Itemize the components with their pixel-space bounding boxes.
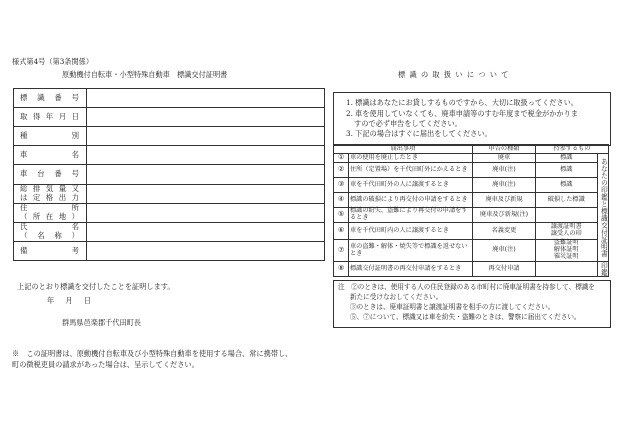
mayor-signature: 群馬県邑楽郡千代田町長 — [62, 318, 142, 327]
row-bring: 標識 — [536, 154, 598, 163]
side-label: あなたの印鑑と標識交付証明書 — [597, 154, 608, 262]
row-kind: 廃車及び新規(注) — [473, 208, 536, 223]
label-address: 住所 （所在地） — [14, 203, 87, 222]
row-item: 車の盗難・解体・焼失等で標識を返せないとき — [349, 240, 473, 262]
notice-line-2: 町の徴税吏員の請求があった場合は、呈示してください。 — [12, 360, 199, 369]
note-2-cont: すので必ず申告をしてください。 — [354, 119, 462, 128]
value-remarks[interactable] — [87, 241, 325, 260]
row-item: 車の使用を廃止したとき — [349, 154, 473, 163]
side-label-seal: 印鑑 — [597, 262, 608, 277]
row-number: ⑤ — [334, 208, 349, 223]
row-number: ⑦ — [334, 240, 349, 262]
row-kind: 廃車(注) — [473, 178, 536, 193]
row-bring: 標識 — [536, 178, 598, 193]
note-2: 2. 車を使用していなくても、廃車申請等のすむ年度まで税金がかかりま — [346, 109, 578, 118]
row-number: ⑧ — [334, 262, 349, 277]
row-kind: 廃車(注) — [473, 240, 536, 262]
label-acquired-date: 取得年月日 — [14, 108, 87, 127]
footnote-1: 注 ②のときは、使用する人の住民登録のある市町村に廃車証明書を持参して、標識を — [338, 283, 596, 291]
value-owner-name[interactable] — [87, 222, 325, 241]
header-item: 届出事項 — [334, 145, 473, 154]
header-bring: 持参するもの — [536, 145, 609, 154]
value-displacement[interactable] — [87, 184, 325, 203]
row-bring — [536, 262, 598, 277]
row-number: ④ — [334, 193, 349, 208]
footnote-2: ③のときは、廃車証明書と譲渡証明書を相手の方に渡してください。 — [350, 303, 555, 311]
value-type[interactable] — [87, 127, 325, 146]
procedure-table — [333, 144, 609, 277]
issue-date: 年 月 日 — [47, 296, 93, 305]
footnote-1-cont: 新たに受けなおしてください。 — [350, 293, 443, 301]
label-type: 種別 — [14, 127, 87, 146]
row-kind: 廃車(注) — [473, 163, 536, 178]
row-item: 車を千代田町外の人に譲渡するとき — [349, 178, 473, 193]
value-acquired-date[interactable] — [87, 108, 325, 127]
row-kind: 再交付申請 — [473, 262, 536, 277]
certificate-table — [13, 88, 325, 261]
row-kind: 廃車 — [473, 154, 536, 163]
footnote-3: ⑤、⑦について、標識又は車を紛失・盗難のときは、警察に届出てください。 — [350, 313, 581, 321]
row-item: 住所（定置場）を千代田町外にかえるとき — [349, 163, 473, 178]
footnote-box — [333, 280, 611, 328]
form-number: 様式第4号（第3条関係） — [12, 57, 94, 66]
notice-line-1: ※ この証明書は、原動機付自転車及び小型特殊自動車を使用する場合、常に携帯し、 — [12, 349, 293, 358]
value-vehicle-name[interactable] — [87, 146, 325, 165]
label-remarks: 備考 — [14, 241, 87, 260]
label-plate-number: 標識番号 — [14, 89, 87, 108]
label-chassis-number: 車台番号 — [14, 165, 87, 184]
row-item: 標識の破損により再交付の申請をするとき — [349, 193, 473, 208]
note-1: 1. 標識はあなたにお貸しするものですから、大切に取扱ってください。 — [346, 98, 578, 107]
row-kind: 廃車及び新規 — [473, 193, 536, 208]
label-vehicle-name: 車名 — [14, 146, 87, 165]
label-displacement: 総排気量又 は定格出力 — [14, 184, 87, 203]
row-number: ⑥ — [334, 223, 349, 240]
row-number: ① — [334, 154, 349, 163]
header-kind: 申告の種類 — [473, 145, 536, 154]
row-bring: 譲渡証明書 譲受人の印 — [536, 223, 598, 240]
row-bring — [536, 208, 598, 223]
row-item: 車を千代田町内の人に譲渡するとき — [349, 223, 473, 240]
value-plate-number[interactable] — [87, 89, 325, 108]
row-bring: 盗難証明 解体証明 罹災証明 — [536, 240, 598, 262]
row-kind: 名義変更 — [473, 223, 536, 240]
row-item: 標識の紛失、盗難により再交付の申請をするとき — [349, 208, 473, 223]
row-item: 標識交付証明書の再交付申請をするとき — [349, 262, 473, 277]
row-bring: 破損した標識 — [536, 193, 598, 208]
label-owner-name: 氏名 （名称） — [14, 222, 87, 241]
certify-statement: 上記のとおり標識を交付したことを証明します。 — [17, 282, 175, 291]
value-address[interactable] — [87, 203, 325, 222]
row-number: ② — [334, 163, 349, 178]
value-chassis-number[interactable] — [87, 165, 325, 184]
handling-notes — [333, 92, 611, 146]
note-3: 3. 下記の場合はすぐに届出をしてください。 — [346, 129, 492, 138]
handling-title: 標 識 の 取 扱 い に つ い て — [398, 70, 510, 79]
row-number: ③ — [334, 178, 349, 193]
row-bring: 標識 — [536, 163, 598, 178]
certificate-title: 原動機付自転車・小型特殊自動車 標識交付証明書 — [62, 70, 228, 79]
